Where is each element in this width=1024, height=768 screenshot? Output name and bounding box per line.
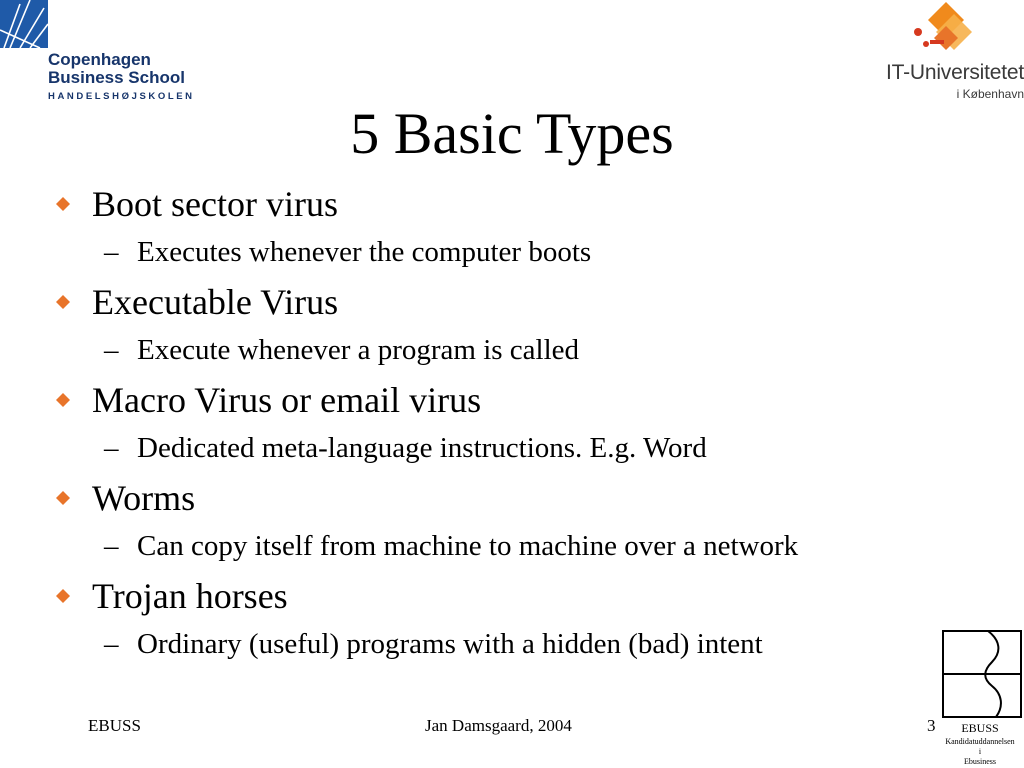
bullet-text: Executable Virus <box>92 282 339 322</box>
orange-diamond-icon <box>56 393 70 407</box>
dash-marker: – <box>104 334 119 366</box>
orange-diamond-icon <box>56 491 70 505</box>
cbs-name-line3: HANDELSHØJSKOLEN <box>48 91 195 102</box>
ebuss-sub-line3: Ebusiness <box>964 757 996 766</box>
bullet-subtext: Can copy itself from machine to machine over a network <box>137 530 799 562</box>
bullet-subtext: Dedicated meta-language instructions. E.g. Word <box>137 432 707 464</box>
cbs-mark-icon <box>0 0 48 48</box>
ebuss-name: EBUSS <box>961 721 999 735</box>
dash-marker: – <box>104 628 119 660</box>
itu-subtitle: i København <box>956 87 1024 101</box>
bullet-text: Boot sector virus <box>92 184 338 224</box>
ebuss-sub-line2: i <box>978 747 982 756</box>
itu-mark-icon <box>906 0 986 62</box>
orange-diamond-icon <box>56 295 70 309</box>
dash-marker: – <box>104 432 119 464</box>
ebuss-logo <box>936 628 1024 768</box>
bullet-text: Trojan horses <box>92 576 288 616</box>
bullet-subtext: Executes whenever the computer boots <box>137 236 592 268</box>
bullet-text: Macro Virus or email virus <box>92 380 482 420</box>
footer-author-date: Jan Damsgaard, 2004 <box>425 716 572 735</box>
orange-diamond-icon <box>56 197 70 211</box>
itu-name: IT-Universitetet <box>885 61 1024 84</box>
orange-diamond-icon <box>56 589 70 603</box>
cbs-name-line1: Copenhagen <box>48 50 151 69</box>
ebuss-mark-icon <box>942 630 1022 720</box>
page-number: 3 <box>927 716 936 735</box>
bullet-subtext: Execute whenever a program is called <box>137 334 580 366</box>
slide-title: 5 Basic Types <box>350 101 674 166</box>
bullet-subtext: Ordinary (useful) programs with a hidden (bad) intent <box>137 628 763 660</box>
itu-logo <box>860 0 1024 108</box>
ebuss-sub-line1: Kandidatuddannelsen <box>945 737 1015 746</box>
dash-marker: – <box>104 530 119 562</box>
footer-left: EBUSS <box>88 716 141 735</box>
cbs-logo <box>0 0 200 108</box>
cbs-name-line2: Business School <box>48 68 185 87</box>
bullet-text: Worms <box>92 478 196 518</box>
dash-marker: – <box>104 236 119 268</box>
